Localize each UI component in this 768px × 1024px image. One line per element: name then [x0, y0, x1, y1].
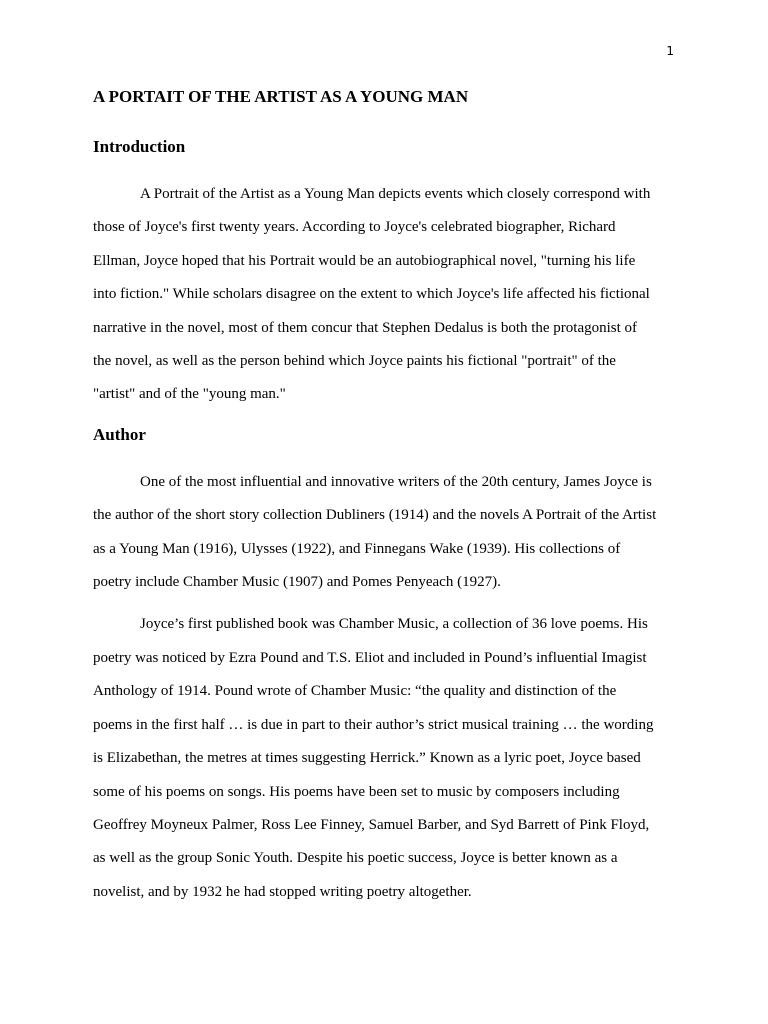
paragraph-line: Ellman, Joyce hoped that his Portrait would be an autobiographical novel, "turning his life — [93, 252, 636, 269]
paragraph-line: as a Young Man (1916), Ulysses (1922), and Finnegans Wake (1939). His collections of — [93, 540, 621, 557]
paragraph-line: Joyce’s first published book was Chamber Music, a collection of 36 love poems. His — [140, 616, 648, 633]
paragraph-line: poetry was noticed by Ezra Pound and T.S. Eliot and included in Pound’s influential Imagist — [93, 649, 647, 666]
page-number: 1 — [666, 44, 674, 58]
paragraph-line: Anthology of 1914. Pound wrote of Chamber Music: “the quality and distinction of the — [93, 683, 617, 700]
author-paragraph-2 — [93, 608, 676, 909]
document-title: A PORTAIT OF THE ARTIST AS A YOUNG MAN — [93, 87, 469, 106]
introduction-paragraph-1 — [93, 178, 676, 412]
paragraph-line: as well as the group Sonic Youth. Despite his poetic success, Joyce is better known as a — [93, 850, 618, 867]
paragraph-line: is Elizabethan, the metres at times suggesting Herrick.” Known as a lyric poet, Joyce based — [93, 750, 641, 767]
section-heading-author: Author — [93, 424, 146, 444]
author-paragraph-1 — [93, 466, 676, 600]
paragraph-line: poetry include Chamber Music (1907) and Pomes Penyeach (1927). — [93, 574, 501, 591]
paragraph-line: the novel, as well as the person behind which Joyce paints his fictional "portrait" of the — [93, 353, 616, 370]
paragraph-line: A Portrait of the Artist as a Young Man depicts events which closely correspond with — [140, 186, 651, 202]
paragraph-line: into fiction." While scholars disagree on the extent to which Joyce's life affected his fictional — [93, 286, 650, 303]
paragraph-line: Geoffrey Moyneux Palmer, Ross Lee Finney, Samuel Barber, and Syd Barrett of Pink Floyd, — [93, 816, 650, 833]
paragraph-line: narrative in the novel, most of them concur that Stephen Dedalus is both the protagonist of — [93, 319, 638, 336]
paragraph-line: the author of the short story collection Dubliners (1914) and the novels A Portrait of the Artist — [93, 507, 657, 524]
paragraph-line: One of the most influential and innovative writers of the 20th century, James Joyce is — [140, 473, 652, 490]
section-heading-introduction: Introduction — [93, 137, 186, 156]
document-body — [93, 86, 676, 909]
paragraph-line: those of Joyce's first twenty years. According to Joyce's celebrated biographer, Richard — [93, 219, 616, 236]
paragraph-line: poems in the first half … is due in part to their author’s strict musical training … the wording — [93, 716, 654, 733]
paragraph-line: some of his poems on songs. His poems have been set to music by composers including — [93, 783, 620, 800]
paragraph-line: novelist, and by 1932 he had stopped writing poetry altogether. — [93, 883, 472, 900]
paragraph-line: "artist" and of the "young man." — [93, 386, 286, 403]
